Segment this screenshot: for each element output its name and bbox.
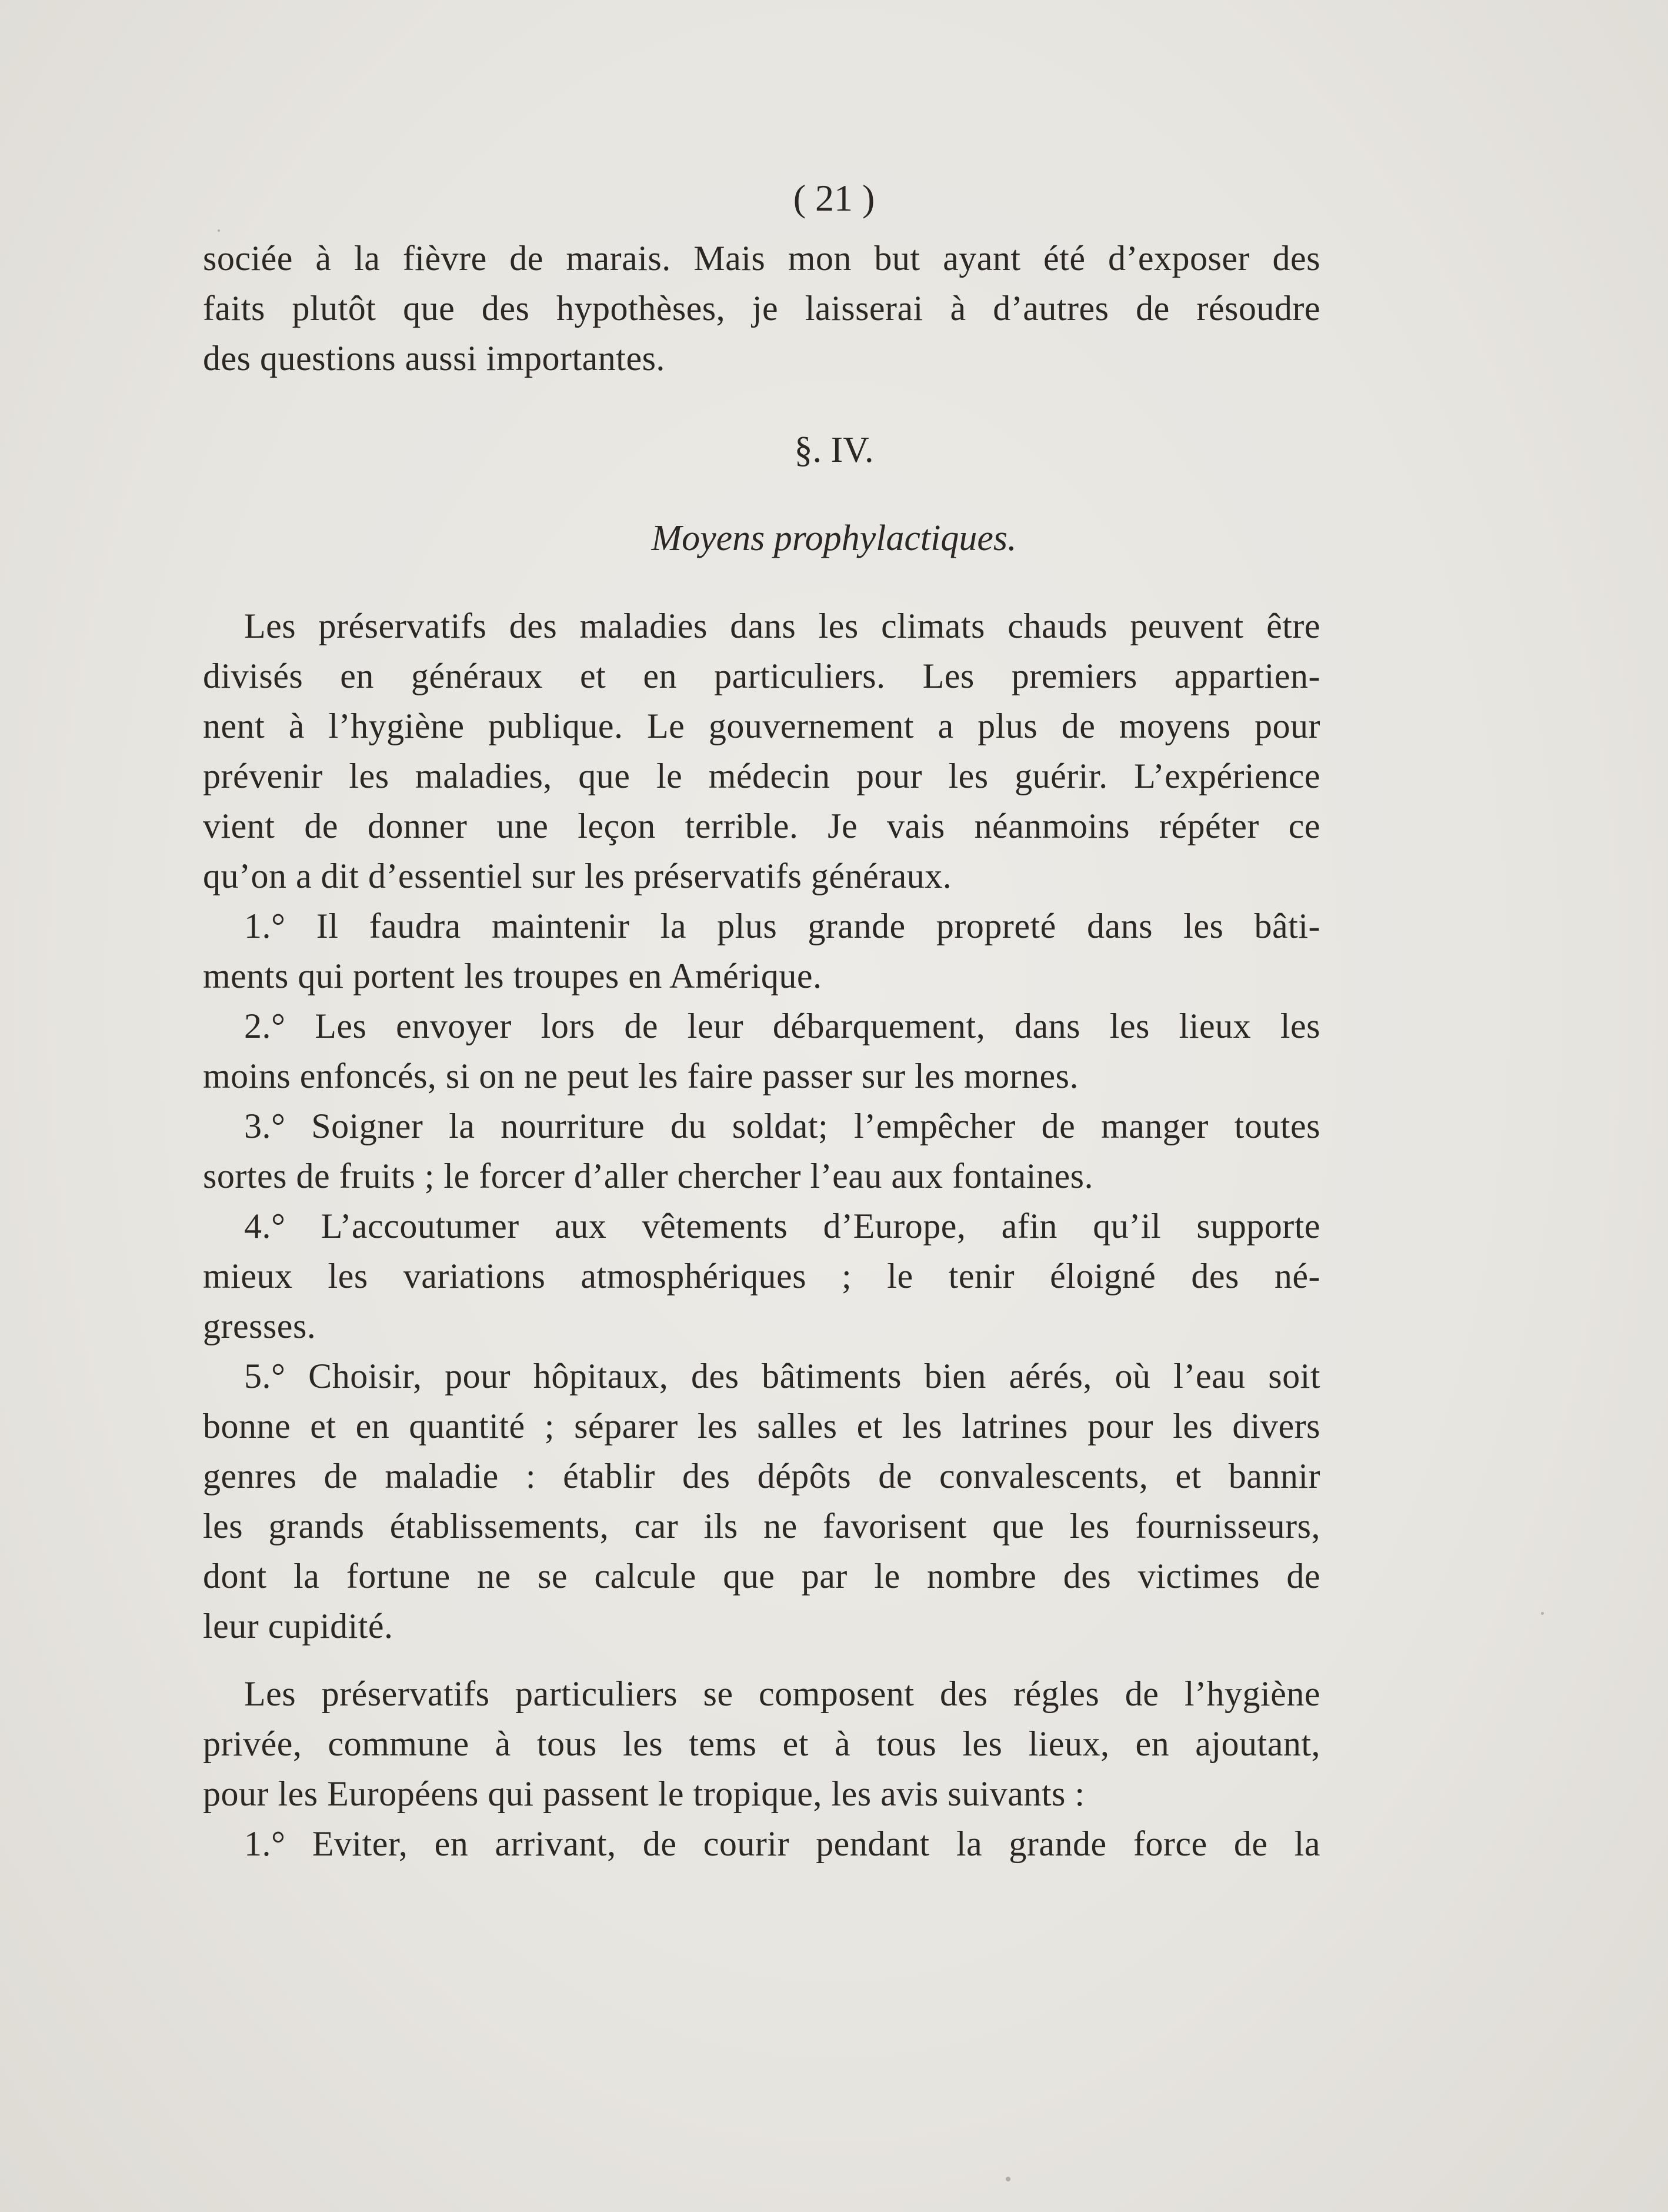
text-line: divisés en généraux et en particuliers. Les premiers appartien- bbox=[203, 657, 1320, 695]
text-line: qu’on a dit d’essentiel sur les préservatifs généraux. bbox=[203, 857, 952, 895]
paper-speck bbox=[1006, 2177, 1010, 2181]
text-line: bonne et en quantité ; séparer les salles et les latrines pour les divers bbox=[203, 1407, 1320, 1445]
text-line: genres de maladie : établir des dépôts de convalescents, et bannir bbox=[203, 1457, 1320, 1495]
text-line: 1.° Eviter, en arrivant, de courir pendant la grande force de la bbox=[244, 1824, 1320, 1863]
paper-speck bbox=[1541, 1612, 1544, 1615]
text-line: mieux les variations atmosphériques ; le tenir éloigné des né- bbox=[203, 1257, 1320, 1295]
text-line: vient de donner une leçon terrible. Je vais néanmoins répéter ce bbox=[203, 807, 1320, 845]
text-line: Les préservatifs des maladies dans les climats chauds peuvent être bbox=[244, 607, 1320, 645]
text-line: nent à l’hygiène publique. Le gouvernement a plus de moyens pour bbox=[203, 707, 1320, 745]
text-line: sortes de fruits ; le forcer d’aller chercher l’eau aux fontaines. bbox=[203, 1157, 1093, 1195]
text-line: 3.° Soigner la nourriture du soldat; l’empêcher de manger toutes bbox=[244, 1107, 1320, 1145]
text-line: pour les Européens qui passent le tropique, les avis suivants : bbox=[203, 1774, 1085, 1813]
text-line: 5.° Choisir, pour hôpitaux, des bâtiments bien aérés, où l’eau soit bbox=[244, 1357, 1320, 1395]
text-line: Les préservatifs particuliers se composent des régles de l’hygiène bbox=[244, 1674, 1320, 1713]
text-line: sociée à la fièvre de marais. Mais mon but ayant été d’exposer des bbox=[203, 239, 1320, 278]
text-line: des questions aussi importantes. bbox=[203, 339, 665, 378]
section-subtitle: Moyens prophylactiques. bbox=[651, 518, 1017, 558]
section-heading: §. IV. bbox=[794, 430, 874, 470]
text-line: moins enfoncés, si on ne peut les faire passer sur les mornes. bbox=[203, 1057, 1079, 1095]
text-line: dont la fortune ne se calcule que par le nombre des victimes de bbox=[203, 1557, 1320, 1595]
text-line: 4.° L’accoutumer aux vêtements d’Europe, afin qu’il supporte bbox=[244, 1207, 1320, 1245]
text-line: prévenir les maladies, que le médecin pour les guérir. L’expérience bbox=[203, 757, 1320, 795]
text-line: gresses. bbox=[203, 1307, 316, 1345]
text-line: ments qui portent les troupes en Amérique. bbox=[203, 957, 822, 995]
text-line: privée, commune à tous les tems et à tous les lieux, en ajoutant, bbox=[203, 1724, 1320, 1763]
page-number: ( 21 ) bbox=[793, 177, 875, 219]
paper-speck bbox=[218, 229, 220, 232]
text-line: leur cupidité. bbox=[203, 1607, 393, 1645]
text-line: 1.° Il faudra maintenir la plus grande propreté dans les bâti- bbox=[244, 907, 1320, 945]
text-line: faits plutôt que des hypothèses, je laisserai à d’autres de résoudre bbox=[203, 289, 1320, 328]
text-line: les grands établissements, car ils ne favorisent que les fournisseurs, bbox=[203, 1507, 1320, 1545]
text-line: 2.° Les envoyer lors de leur débarquement, dans les lieux les bbox=[244, 1007, 1320, 1045]
